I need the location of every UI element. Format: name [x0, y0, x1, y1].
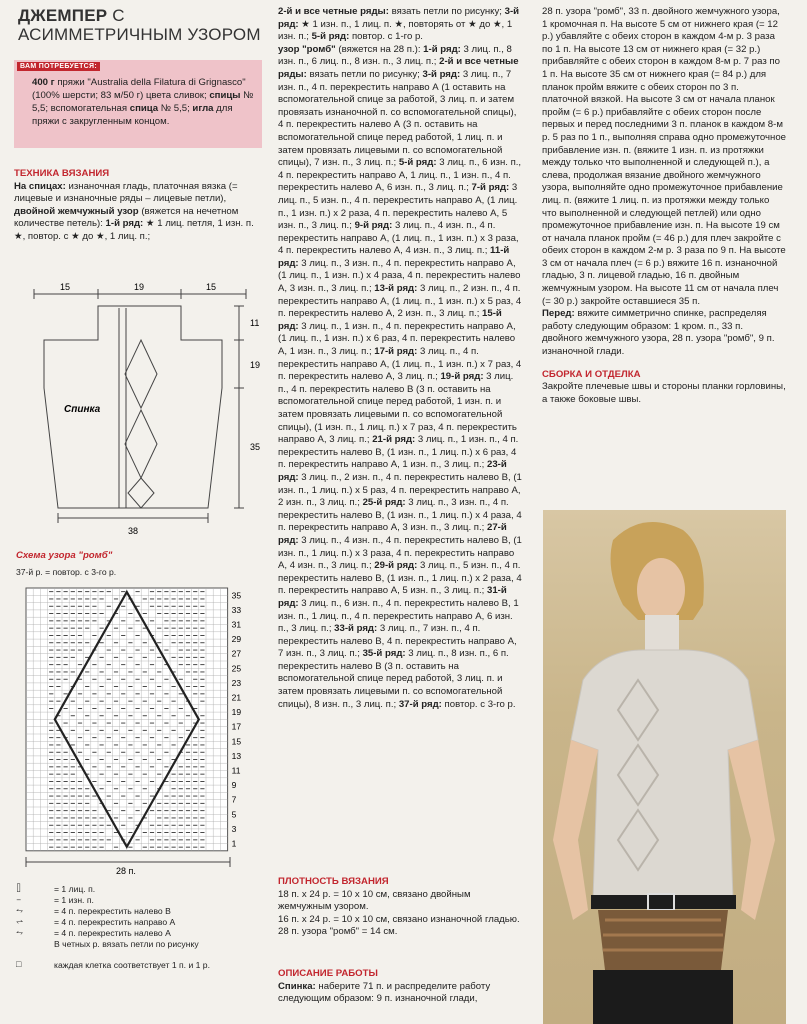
legend-text: каждая клетка соответствует 1 п. и 1 р. — [54, 960, 210, 970]
c2-s3: вязать петли по рисунку; — [306, 68, 423, 80]
legend-text: = 4 п. перекрестить налево А — [54, 928, 171, 938]
density-3: 28 п. узора "ромб" = 14 см. — [278, 926, 398, 938]
c2-b3: 5-й ряд: — [311, 31, 350, 43]
c2-r11: 11-й ряд: — [278, 245, 510, 269]
technique-heading: ТЕХНИКА ВЯЗАНИЯ — [14, 168, 110, 179]
density-2: 16 п. х 24 р. = 10 х 10 см, связано изнаночной гладью. — [278, 913, 520, 925]
chart-row-number: 13 — [231, 750, 242, 761]
chart-legend — [16, 884, 266, 971]
materials-t2: № 5,5; вспомогательная — [32, 90, 254, 114]
chart-row-number: 7 — [231, 794, 237, 805]
height-body: 35 — [250, 442, 261, 452]
legend-symbol-icon: ⥊ — [16, 928, 24, 938]
chart-row-number: 5 — [231, 809, 237, 820]
column-2 — [278, 6, 522, 711]
height-neck: 11 — [250, 318, 260, 328]
chart-row-number: 31 — [231, 619, 242, 630]
width-left: 15 — [60, 282, 71, 292]
legend-item — [16, 939, 266, 950]
chart-row-number: 29 — [231, 634, 242, 645]
materials-t3: № 5,5; — [158, 103, 193, 114]
c2-s8: 3 лиц. п., 3 изн. п., 4 п. перекрестить направо А, (1 лиц. п., 1 изн. п.) х 4 раза, 4 п. перекрестить налево А, 3 изн. п., 3 лиц. п.; — [278, 257, 521, 295]
materials-box — [14, 60, 262, 148]
legend-text: = 1 лиц. п. — [54, 884, 96, 894]
title-part1: ДЖЕМПЕР — [18, 6, 108, 25]
work-span: наберите 71 п. и распределите работу следующим образом: 9 п. изнаночной глади, — [278, 980, 491, 1005]
para-romb — [278, 44, 522, 711]
technique-needles — [14, 181, 264, 206]
chart-row-number: 17 — [231, 721, 242, 732]
materials-t1: пряжи "Australia della Filatura di Grignasco" (100% шерсти; 83 м/50 г) цвета сливок; — [32, 77, 246, 101]
c2-s17: 3 лиц. п., 5 изн. п., 4 п. перекрестить налево В, (1 изн. п., 1 лиц. п.) х 2 раза, 4 п. перекрестить направо А, 5 изн. п., 3 лиц. п.; — [278, 560, 522, 597]
legend-symbol-icon: – — [16, 895, 22, 905]
pearl-text2: ★ 1 лиц. петля, 1 изн. п. ★, повтор. с ★ до ★, 1 лиц. п.; — [14, 218, 254, 242]
legend-text: = 4 п. перекрестить направо А — [54, 917, 176, 927]
model-photo — [543, 510, 786, 1024]
garment-schematic — [14, 278, 264, 548]
c2-r33: 33-й ряд: — [334, 623, 378, 635]
pearl-row1: 1-й ряд: — [105, 218, 144, 230]
chart-header — [16, 550, 266, 578]
c2-r13: 13-й ряд: — [374, 283, 418, 295]
legend-item — [16, 906, 266, 917]
c2-r25: 25-й ряд: — [362, 497, 406, 509]
c2-romb: узор "ромб" — [278, 43, 336, 55]
needles-text: изнаночная гладь, платочная вязка (= лицевые и изнаночные ряды – лицевые петли), — [14, 180, 238, 205]
materials-bold2: спицы — [209, 90, 241, 101]
density-1: 18 п. х 24 р. = 10 х 10 см, связано двойным жемчужным узором. — [278, 888, 471, 913]
page-title — [18, 6, 268, 44]
c2-s12: 3 лиц. п., 4 п. перекрестить налево В (3 п. оставить на вспомогательной спице перед работой, 1 изн. п. и затем провязать лицевыми п. со вспомогательной спицы), (1 изн. п., 1 лиц. п.) х 7 раз, 4 п. перекрестить направо А, 3 лиц. п.; — [278, 371, 517, 446]
legend-symbol-icon: □ — [16, 960, 22, 970]
legend-item — [16, 917, 266, 928]
c2-s2: 3 лиц. п., 8 изн. п., 6 лиц. п., 8 изн. п., 3 лиц. п.; — [278, 43, 512, 68]
chart-row-number: 35 — [231, 590, 242, 601]
c2-r5: 5-й ряд: — [398, 157, 437, 169]
model-illustration — [543, 510, 786, 1024]
c2-s6: 3 лиц. п., 5 изн. п., 4 п. перекрестить направо А, (1 лиц. п., 1 изн. п.) х 2 раза, 4 п. перекрестить налево А, 5 изн. п., 3 лиц. п.; — [278, 182, 518, 232]
c2-r7: 7-й ряд: — [471, 182, 510, 194]
c2-s13: 3 лиц. п., 1 изн. п., 4 п. перекрестить налево В, (1 изн. п., 1 лиц. п.) х 6 раз, 4 п. перекрестить направо А, 1 изн. п., 3 лиц. п.; — [278, 434, 519, 471]
chart-row-number: 1 — [231, 838, 237, 849]
legend-text: = 1 изн. п. — [54, 895, 94, 905]
work-text — [278, 981, 522, 1006]
height-armhole: 19 — [250, 360, 261, 370]
work-bold: Спинка: — [278, 980, 316, 992]
chart-row-number: 21 — [231, 692, 242, 703]
work-heading: ОПИСАНИЕ РАБОТЫ — [278, 968, 378, 979]
c2-s20: 3 лиц. п., 8 изн. п., 6 п. перекрестить налево В (3 п. оставить на вспомогательной спице перед работой, 3 лиц. п. и затем провязать лицевыми п. со вспомогательной спицы), 8 изн. п., 3 лиц. п.; — [278, 648, 509, 710]
pattern-chart — [24, 586, 260, 876]
c2-s10: 3 лиц. п., 1 изн. п., 4 п. перекрестить направо А, (1 лиц. п., 1 изн. п.) х 6 раз, 4 п. перекрестить налево А, 1 изн. п., 3 лиц. п.; — [278, 320, 516, 358]
pearl-text: (вяжется на нечетном количестве петель): — [14, 205, 239, 230]
c2-r27: 27-й ряд: — [278, 522, 507, 546]
chart-row-number: 15 — [231, 736, 242, 747]
c2-r23: 23-й ряд: — [278, 459, 507, 483]
para-pearl-cont — [278, 6, 522, 44]
chart-row-number: 23 — [231, 677, 242, 688]
c2-r29: 29-й ряд: — [374, 560, 418, 572]
c2-s18: 3 лиц. п., 6 изн. п., 4 п. перекрестить налево В, 1 изн. п., 1 лиц. п., 4 п. перекрестить направо А, 6 изн. п., 3 лиц. п.; — [278, 597, 519, 635]
c2-r9: 9-й ряд: — [354, 220, 393, 232]
width-right: 15 — [206, 282, 217, 292]
width-bottom: 38 — [128, 526, 139, 536]
chart-heading: Схема узора "ромб" — [16, 550, 113, 561]
legend-symbol-icon: ⥊ — [16, 906, 24, 916]
c2-s4: 3 лиц. п., 7 изн. п., 4 п. перекрестить направо А (1 оставить на вспомогательной спице за работой, 3 лиц. п. и затем провязать изнаночной п. со вспомогательной спицы), 4 п. перекрестить налево А (3 п. оставить на вспомогательной спице перед работой, 1 лиц. п. и затем провязать лицевыми п. со вспомогательной спицы), 7 изн. п., 3 лиц. п.; — [278, 68, 517, 169]
legend-text: = 4 п. перекрестить налево В — [54, 906, 171, 916]
needles-label: На спицах: — [14, 180, 66, 192]
c2-t3: повтор. с 1-го р. — [349, 31, 423, 43]
column-3 — [542, 6, 786, 406]
c2-s1: (вяжется на 28 п.): — [335, 43, 424, 55]
title-part2: С АСИММЕТРИЧНЫМ УЗОРОМ — [18, 6, 261, 44]
c2-s19: 3 лиц. п., 7 изн. п., 4 п. перекрестить налево В, 4 п. перекрестить направо А, 7 изн. п., 3 лиц. п.; — [278, 623, 517, 660]
c2-t1: вязать петли по рисунку; — [388, 6, 505, 17]
legend-symbol-icon: ⥋ — [16, 917, 24, 927]
c2-r3: 3-й ряд: — [422, 68, 461, 80]
c2-r15: 15-й ряд: — [278, 308, 502, 332]
c2-r17: 17-й ряд: — [374, 346, 418, 358]
c2-r21: 21-й ряд: — [372, 434, 416, 446]
materials-bold3: спица — [129, 103, 159, 114]
pearl-label: двойной жемчужный узор — [14, 205, 139, 217]
density-section — [278, 876, 522, 939]
work-section — [278, 968, 522, 1006]
c2-b1: 2-й и все четные ряды: — [278, 6, 389, 17]
chart-row-number: 27 — [231, 648, 242, 659]
materials-label: ВАМ ПОТРЕБУЕТСЯ: — [17, 62, 100, 71]
width-center: 19 — [134, 282, 145, 292]
front-text: вяжите симметрично спинке, распределяя работу следующим образом: 1 кром. п., 33 п. двойного жемчужного узора, 28 п. узора "ромб", 9 п. изнаночной глади. — [542, 308, 775, 358]
c3-front — [542, 308, 786, 358]
c2-s14: 3 лиц. п., 2 изн. п., 4 п. перекрестить налево В, (1 изн. п., 1 лиц. п.) х 5 раз, 4 п. перекрестить направо А, 2 изн. п., 3 лиц. п.; — [278, 471, 522, 509]
chart-row-number: 33 — [231, 604, 242, 615]
c2-s16: 3 лиц. п., 4 изн. п., 4 п. перекрестить налево В, (1 изн. п., 1 лиц. п.) х 3 раза, 4 п. перекрестить направо А, 4 изн. п., 3 лиц. п.; — [278, 534, 522, 572]
chart-note: 37-й р. = повтор. с 3-го р. — [16, 566, 117, 577]
c2-r31: 31-й ряд: — [278, 585, 507, 609]
chart-row-number: 9 — [231, 780, 237, 791]
materials-text — [32, 76, 257, 128]
materials-bold4: игла — [192, 103, 214, 114]
c2-r35: 35-й ряд: — [362, 648, 406, 660]
chart-width-label: 28 п. — [116, 866, 136, 876]
c2-r1: 1-й ряд: — [423, 43, 461, 55]
schematic-label: Спинка — [64, 404, 101, 415]
technique-section — [14, 168, 264, 244]
front-bold: Перед: — [542, 308, 575, 320]
c2-s11: 3 лиц. п., 4 п. перекрестить направо А, (1 лиц. п., 1 изн. п.) х 7 раз, 4 п. перекрестить налево А, 3 лиц. п.; — [278, 346, 522, 383]
assembly-heading: СБОРКА И ОТДЕЛКА — [542, 368, 641, 380]
c2-s15: 3 лиц. п., 3 изн. п., 4 п. перекрестить налево В, (1 изн. п., 1 лиц. п.) х 4 раза, 4 п. перекрестить направо А, 3 изн. п., 3 лиц. п.; — [278, 497, 522, 534]
legend-item — [16, 895, 266, 906]
c2-s5: 3 лиц. п., 6 изн. п., 4 п. перекрестить направо А, 1 лиц. п., 1 изн. п., 4 п. перекрестить налево А, 6 изн. п., 3 лиц. п.; — [278, 157, 522, 194]
legend-item — [16, 884, 266, 895]
chart-row-number: 3 — [231, 823, 237, 834]
legend-item — [16, 928, 266, 939]
c3-para1: 28 п. узора "ромб", 33 п. двойного жемчужного узора, 1 кромочная п. На высоте 5 см от нижнего края (= 12 р.) убавляйте с обеих сторон в каждом 4-м р. 3 раза по 1 п. На высоте 13 см от нижнего края (= 32 р.) прибавляйте с обеих сторон в каждом 8-м р. 7 раз по 1 п. На высоте 35 см от нижнего края (= 84 р.) для планок пройм вяжите с обеих сторон по 3 п. платочной вязкой. На высоте 3 см от начала планок пройм (= 6 р.) прибавляйте с обеих сторон после первых и перед последними 3 п. планок в каждом 8-м р. 5 раз по 1 п., выполняя справа одно промежуточное прибавление изн. п. (вяжите 1 изн. п. из протяжки между только что выполненной и следующей п.), а слева, продолжая вязание двойного жемчужного узора, выполняйте одно промежуточное прибавление лиц. п. (вяжите 1 лиц. п. из протяжки между только что выполненной и следующей петлей) или одно промежуточное прибавление изн. п. На высоте 19 см от начала планок пройм (= 46 р.) для плеч закройте с обеих сторон в каждом 2-м р. 3 раза по 9 п. На высоте 3 см от начала плеч (= 6 р.) вяжите 16 п. изнаночной гладью, 3 п. лицевой гладью, 16 п. двойным жемчужным узором. На высоте 11 см от начала плеч (= 30 р.) закройте оставшиеся 35 п. — [542, 6, 787, 307]
c2-r37: 37-й ряд: — [398, 698, 442, 710]
legend-text: В четных р. вязать петли по рисунку — [54, 939, 199, 949]
assembly-text: Закройте плечевые швы и стороны планки горловины, а также боковые швы. — [542, 381, 786, 405]
c2-s9: 3 лиц. п., 2 изн. п., 4 п. перекрестить направо А, (1 лиц. п., 1 изн. п.) х 5 раз, 4 п. перекрестить налево А, 2 изн. п., 3 лиц. п.; — [278, 283, 522, 320]
c2-r2: 2-й и все четные ряды: — [278, 56, 519, 80]
legend-symbol-icon: ⌷ — [16, 884, 22, 894]
legend-item — [16, 960, 266, 971]
materials-t4: для пряжи с закругленным концом. — [32, 103, 233, 127]
c2-s21: повтор. с 3-го р. — [441, 698, 516, 710]
c2-t2: ★ 1 изн. п., 1 лиц. п. ★, повторять от ★ до ★, 1 изн. п.; — [278, 18, 513, 43]
chart-row-number: 25 — [231, 663, 242, 674]
c2-r19: 19-й ряд: — [440, 371, 484, 383]
c2-b2: 3-й ряд: — [278, 6, 520, 30]
density-heading: ПЛОТНОСТЬ ВЯЗАНИЯ — [278, 876, 389, 887]
c2-s7: 3 лиц. п., 4 изн. п., 4 п. перекрестить направо А, (1 лиц. п., 1 изн. п.) х 3 раза, 4 п. перекрестить налево А, 4 изн. п., 3 лиц. п.; — [278, 220, 519, 257]
technique-pearl — [14, 206, 264, 244]
materials-bold1: 400 г — [32, 77, 55, 88]
chart-row-number: 19 — [231, 707, 242, 718]
chart-row-number: 11 — [231, 765, 241, 776]
